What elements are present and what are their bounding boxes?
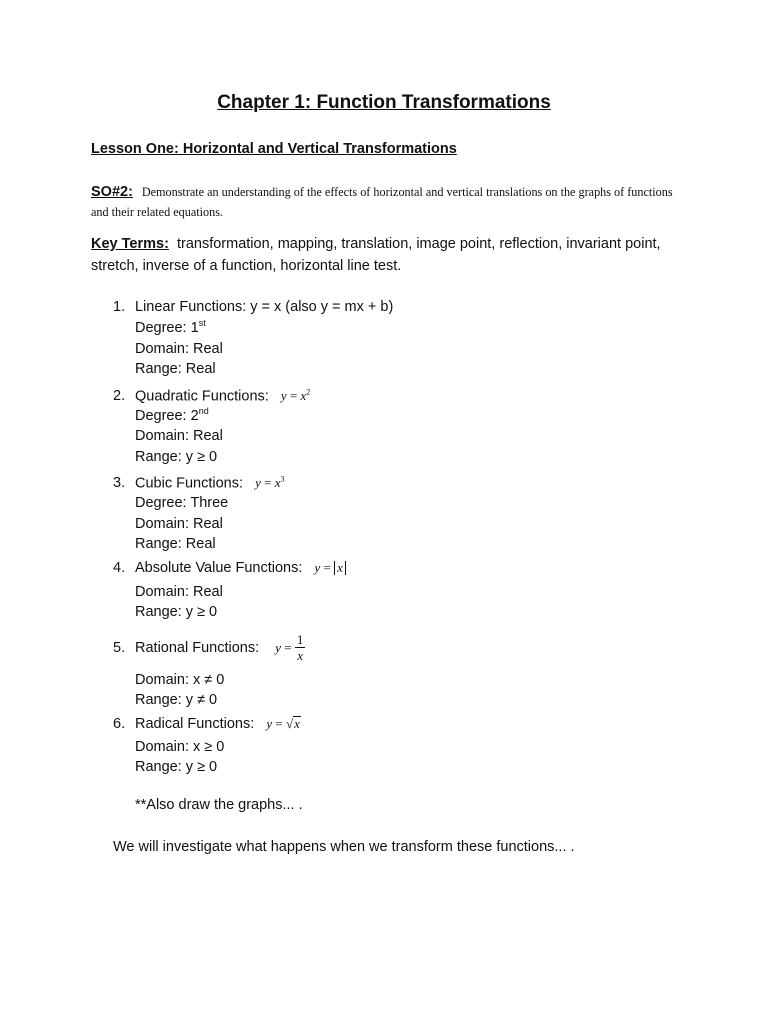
item-number: 3. — [113, 475, 126, 492]
list-item — [113, 382, 393, 403]
item-label: Rational Functions: — [135, 639, 260, 656]
degree-suffix: nd — [198, 405, 209, 416]
eq-var: y — [255, 475, 261, 491]
equation — [281, 388, 310, 403]
eq-fraction — [295, 632, 306, 663]
eq-root-sign: √ — [286, 715, 294, 731]
item-label: Quadratic Functions: — [135, 387, 269, 404]
item-number: 2. — [113, 387, 126, 404]
eq-radicand: x — [294, 715, 300, 731]
eq-abs: x — [334, 561, 346, 575]
key-terms-paragraph — [91, 234, 691, 277]
list-item — [113, 297, 393, 318]
degree-suffix: st — [198, 318, 206, 329]
page-title: Chapter 1: Function Transformations — [217, 92, 551, 113]
key-terms-text: transformation, mapping, translation, image point, reflection, invariant point, stretch, inverse of a function, horizontal line test. — [91, 236, 661, 274]
outcome-text: Demonstrate an understanding of the effects of horizontal and vertical translations on the graphs of functions and their related equations. — [91, 185, 673, 219]
eq-sign: = — [272, 715, 286, 731]
eq-sign: = — [281, 639, 295, 655]
item-label: Linear Functions: y = x (also y = mx + b) — [135, 299, 394, 315]
equation — [255, 475, 284, 490]
domain-line: Domain: Real — [135, 428, 223, 444]
eq-numerator: 1 — [296, 632, 304, 648]
list-item — [113, 629, 393, 667]
list-item — [113, 469, 393, 490]
eq-sign: = — [320, 559, 335, 575]
eq-base: x — [274, 475, 281, 491]
item-label: Absolute Value Functions: — [135, 559, 303, 576]
item-number: 6. — [113, 715, 126, 732]
eq-var: y — [280, 387, 287, 403]
range-line: Range: y ≥ 0 — [135, 448, 218, 465]
equation — [266, 716, 301, 731]
eq-var: y — [314, 559, 321, 575]
range-line: Range: y ≥ 0 — [135, 759, 218, 775]
item-label: Cubic Functions: — [135, 475, 243, 492]
eq-denominator: x — [297, 648, 304, 664]
item-number: 5. — [113, 639, 126, 656]
domain-line: Domain: Real — [135, 583, 223, 600]
equation — [314, 560, 345, 575]
equation — [275, 640, 295, 655]
domain-line: Domain: x ≠ 0 — [135, 671, 225, 688]
key-terms-label: Key Terms: — [91, 236, 169, 252]
eq-var: y — [266, 715, 273, 731]
domain-line: Domain: x ≥ 0 — [135, 738, 225, 755]
range-line: Range: y ≥ 0 — [135, 604, 218, 620]
closing-sentence: We will investigate what happens when we transform these functions... . — [113, 839, 575, 855]
eq-var: y — [275, 639, 282, 655]
outcome-label: SO#2: — [91, 184, 133, 200]
domain-line: Domain: Real — [135, 515, 223, 532]
degree-line — [113, 318, 393, 339]
list-item — [113, 713, 393, 734]
eq-exponent: 3 — [280, 475, 285, 484]
degree-text: Degree: 1 — [135, 320, 199, 336]
item-number: 1. — [113, 299, 126, 315]
eq-base: x — [300, 387, 307, 403]
lesson-heading: Lesson One: Horizontal and Vertical Transformations — [91, 141, 457, 157]
domain-line: Domain: Real — [135, 340, 223, 357]
range-line: Range: Real — [135, 361, 216, 377]
function-list — [113, 297, 393, 778]
range-line: Range: y ≠ 0 — [135, 692, 218, 708]
eq-sign: = — [286, 387, 301, 403]
degree-line — [113, 406, 393, 427]
eq-exponent: 2 — [306, 387, 311, 397]
range-line: Range: Real — [135, 536, 216, 552]
item-number: 4. — [113, 559, 126, 576]
outcome-paragraph — [91, 182, 691, 222]
degree-line: Degree: Three — [135, 495, 229, 511]
item-label: Radical Functions: — [135, 715, 255, 732]
graph-note: **Also draw the graphs... . — [135, 797, 303, 813]
list-item — [113, 557, 393, 578]
eq-sign: = — [260, 475, 275, 491]
degree-text: Degree: 2 — [135, 407, 199, 424]
